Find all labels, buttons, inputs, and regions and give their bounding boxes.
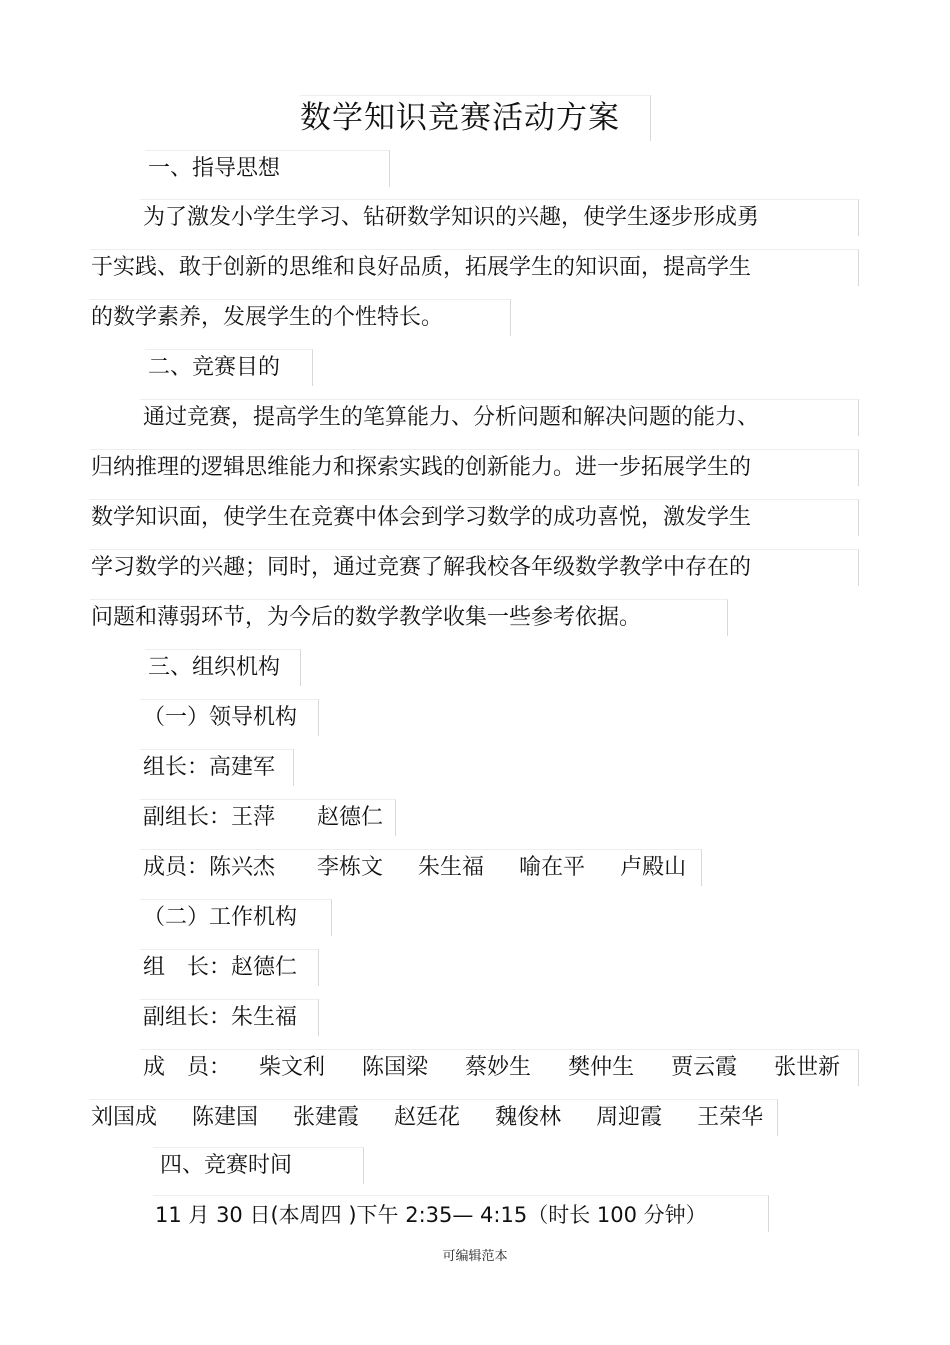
competition-time: 11 月 30 日(本周四 )下午 2:35— 4:15（时长 100 分钟）: [155, 1203, 707, 1227]
paragraph-line: 为了激发小学生学习、钻研数学知识的兴趣，使学生逐步形成勇: [143, 205, 760, 230]
member-name: 陈建国: [192, 1105, 259, 1130]
leader-name: 赵德仁: [231, 955, 298, 980]
members-line: [91, 1103, 763, 1133]
member-name: 喻在平: [519, 855, 586, 880]
subsection-heading-working-group: （二）工作机构: [143, 905, 298, 930]
members-label: 成 员：: [143, 1055, 232, 1080]
member-name: 刘国成: [91, 1105, 158, 1130]
section-heading-organization: 三、组织机构: [148, 655, 281, 680]
members-line: [143, 853, 686, 883]
page-footer: 可编辑范本: [442, 1249, 508, 1264]
section-heading-competition-time: 四、竞赛时间: [160, 1153, 293, 1178]
leader-name: 高建军: [209, 755, 276, 780]
paragraph-line: 学习数学的兴趣；同时，通过竞赛了解我校各年级数学教学中存在的: [91, 555, 752, 580]
member-name: 樊仲生: [568, 1055, 635, 1080]
paragraph-line: 的数学素养，发展学生的个性特长。: [91, 305, 444, 330]
document-title: 数学知识竞赛活动方案: [300, 100, 620, 136]
member-name: 陈国梁: [362, 1055, 429, 1080]
leader-label: 组 长：: [143, 955, 232, 980]
deputy-name: 赵德仁: [317, 805, 384, 830]
member-name: 卢殿山: [620, 855, 687, 880]
members-line: [143, 1053, 840, 1083]
deputy-name: 王萍: [231, 805, 276, 830]
member-name: 李栋文: [317, 855, 384, 880]
leader-line: [143, 753, 275, 783]
paragraph-line: 通过竞赛，提高学生的笔算能力、分析问题和解决问题的能力、: [143, 405, 760, 430]
leader-line: [143, 953, 297, 983]
paragraph-line: 归纳推理的逻辑思维能力和探索实践的创新能力。进一步拓展学生的: [91, 455, 752, 480]
member-name: 张建霞: [293, 1105, 360, 1130]
paragraph-line: 于实践、敢于创新的思维和良好品质，拓展学生的知识面，提高学生: [91, 255, 752, 280]
member-name: 朱生福: [418, 855, 485, 880]
deputy-line: [143, 803, 383, 833]
member-name: 陈兴杰: [209, 855, 276, 880]
member-name: 张世新: [774, 1055, 841, 1080]
paragraph-line: 数学知识面，使学生在竞赛中体会到学习数学的成功喜悦，激发学生: [91, 505, 752, 530]
subsection-heading-leadership: （一）领导机构: [143, 705, 298, 730]
deputy-name: 朱生福: [231, 1005, 298, 1030]
members-label: 成员：: [143, 855, 210, 880]
section-heading-purpose: 二、竞赛目的: [148, 355, 281, 380]
section-heading-guiding-idea: 一、指导思想: [148, 156, 281, 181]
member-name: 魏俊林: [495, 1105, 562, 1130]
member-name: 蔡妙生: [465, 1055, 532, 1080]
member-name: 王荣华: [697, 1105, 764, 1130]
member-name: 周迎霞: [596, 1105, 663, 1130]
member-name: 贾云霞: [671, 1055, 738, 1080]
deputy-line: [143, 1003, 297, 1033]
leader-label: 组长：: [143, 755, 210, 780]
deputy-label: 副组长：: [143, 805, 232, 830]
paragraph-line: 问题和薄弱环节，为今后的数学教学收集一些参考依据。: [91, 605, 642, 630]
deputy-label: 副组长：: [143, 1005, 232, 1030]
member-name: 柴文利: [259, 1055, 326, 1080]
member-name: 赵廷花: [394, 1105, 461, 1130]
